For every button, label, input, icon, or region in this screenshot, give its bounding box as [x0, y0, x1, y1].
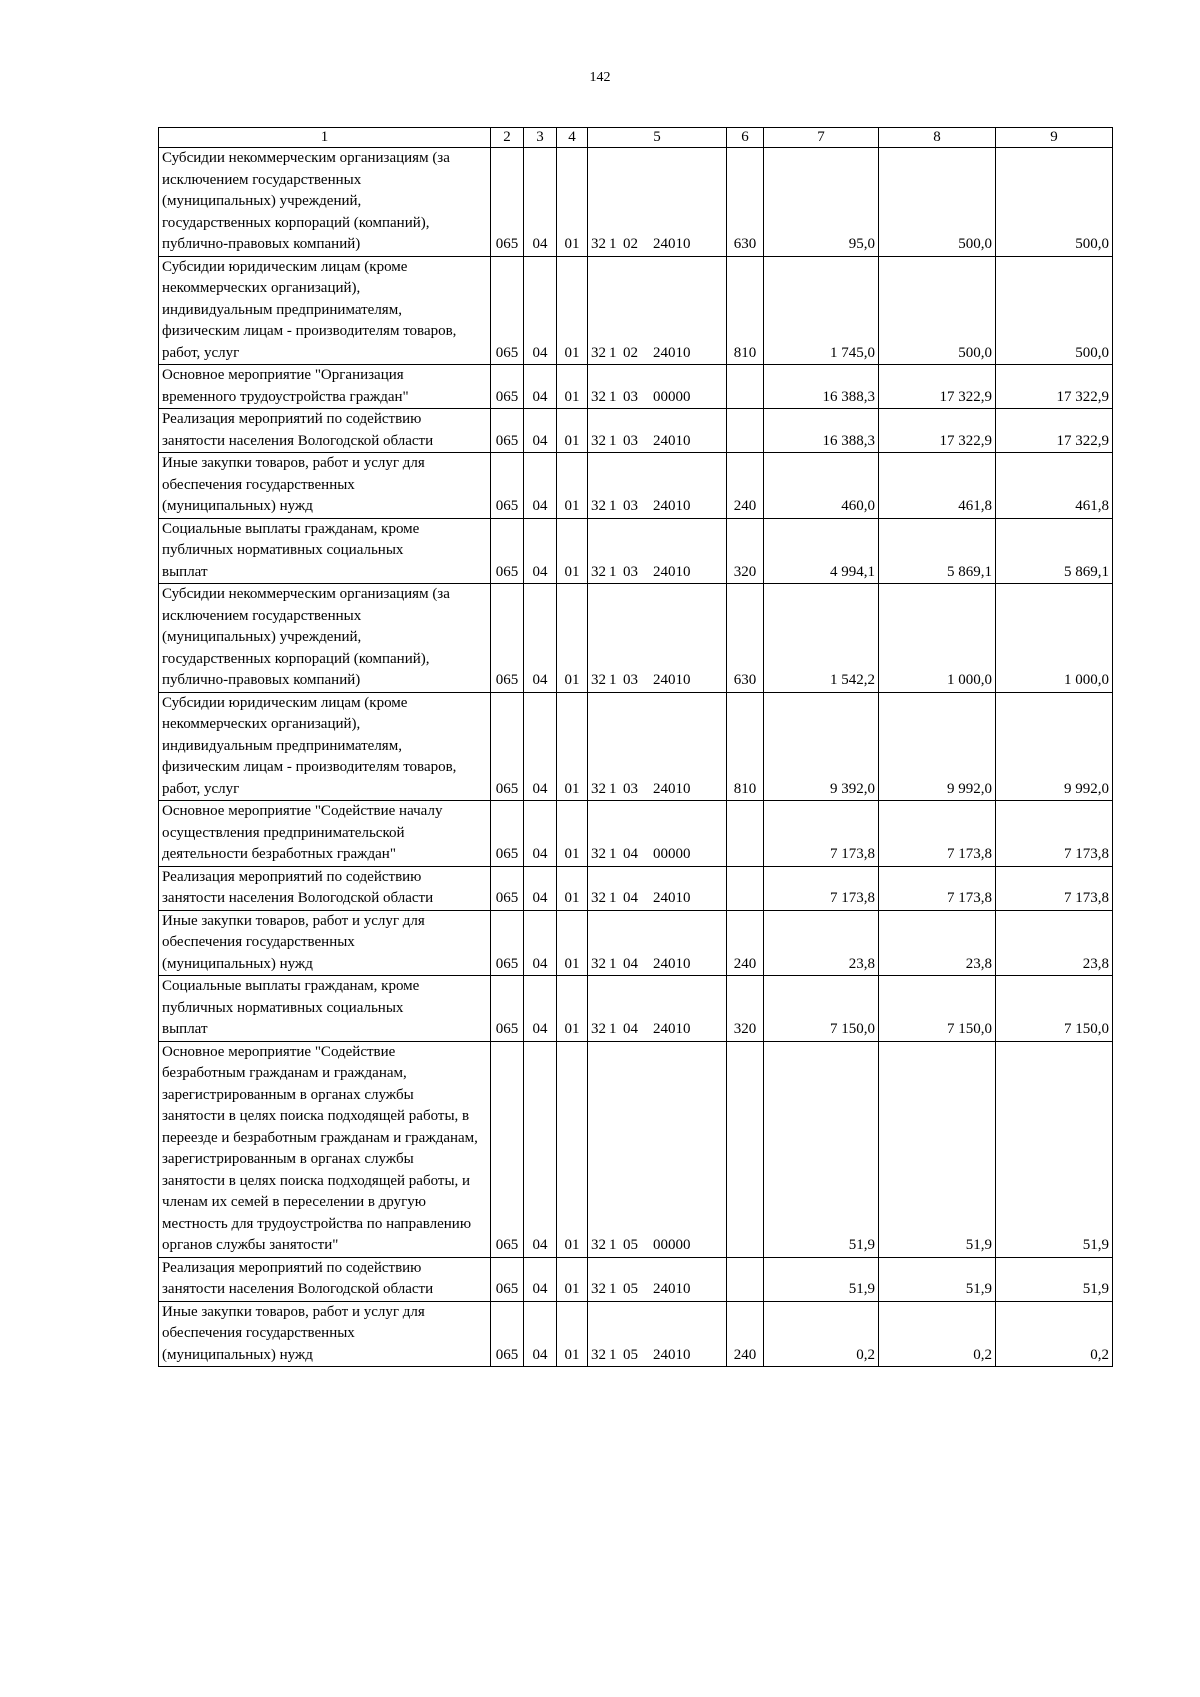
program-code: 32	[591, 1021, 606, 1037]
col-8-cell: 17 322,9	[879, 409, 996, 453]
subprogram-code: 1	[609, 388, 617, 405]
subprogram-code: 1	[609, 780, 617, 797]
row-description	[159, 692, 491, 801]
col-5-cell	[588, 866, 727, 910]
activity-code: 05	[623, 1346, 638, 1363]
col-3-cell: 04	[524, 409, 557, 453]
row-description	[159, 409, 491, 453]
table-row	[159, 866, 1113, 910]
column-header: 4	[557, 128, 588, 148]
col-8-cell: 7 173,8	[879, 801, 996, 867]
row-description-text: Субсидии юридическим лицам (кроме некоммерческих организаций), индивидуальным предпринимателям, физическим лицам - производителям товаров, работ, услуг	[162, 258, 457, 361]
row-description-text: Реализация мероприятий по содействию занятости населения Вологодской области	[162, 1259, 434, 1297]
col-4-cell: 01	[557, 365, 588, 409]
row-description-text: Субсидии юридическим лицам (кроме некоммерческих организаций), индивидуальным предпринимателям, физическим лицам - производителям товаров, работ, услуг	[162, 694, 457, 797]
table-row	[159, 365, 1113, 409]
subprogram-code: 1	[609, 1237, 617, 1253]
col-6-cell	[727, 1257, 764, 1301]
row-description	[159, 801, 491, 867]
table-row	[159, 148, 1113, 257]
col-3-cell: 04	[524, 365, 557, 409]
column-header: 3	[524, 128, 557, 148]
table-row	[159, 518, 1113, 584]
col-4-cell: 01	[557, 976, 588, 1042]
col-3-cell: 04	[524, 866, 557, 910]
activity-code: 03	[623, 780, 638, 797]
table-row	[159, 801, 1113, 867]
col-4-cell: 01	[557, 692, 588, 801]
activity-code: 02	[623, 236, 638, 252]
col-2-cell: 065	[491, 148, 524, 257]
program-code: 32	[591, 388, 606, 405]
table-row	[159, 910, 1113, 976]
col-6-cell	[727, 409, 764, 453]
col-4-cell: 01	[557, 910, 588, 976]
row-description-text: Реализация мероприятий по содействию занятости населения Вологодской области	[162, 411, 434, 449]
row-description-text: Иные закупки товаров, работ и услуг для обеспечения государственных (муниципальных) нужд	[162, 912, 425, 972]
row-description	[159, 148, 491, 257]
col-2-cell: 065	[491, 584, 524, 693]
row-description	[159, 1041, 491, 1257]
program-code: 32	[591, 498, 606, 514]
col-3-cell: 04	[524, 1041, 557, 1257]
col-7-cell: 460,0	[764, 453, 879, 519]
col-8-cell: 1 000,0	[879, 584, 996, 693]
col-6-cell: 810	[727, 692, 764, 801]
col-7-cell: 7 173,8	[764, 866, 879, 910]
program-code: 32	[591, 672, 606, 688]
col-9-cell: 17 322,9	[996, 365, 1113, 409]
col-5-cell	[588, 365, 727, 409]
row-description-text: Субсидии некоммерческим организациям (за исключением государственных (муниципальных) учреждений, государственных корпораций (компаний), публично-правовых компаний)	[162, 586, 450, 688]
activity-code: 03	[623, 672, 638, 688]
table-row	[159, 409, 1113, 453]
direction-code: 00000	[653, 388, 691, 405]
column-header: 6	[727, 128, 764, 148]
col-9-cell: 500,0	[996, 256, 1113, 365]
row-description	[159, 1301, 491, 1367]
col-3-cell: 04	[524, 910, 557, 976]
col-3-cell: 04	[524, 518, 557, 584]
col-8-cell: 23,8	[879, 910, 996, 976]
activity-code: 04	[623, 890, 638, 906]
col-8-cell: 9 992,0	[879, 692, 996, 801]
activity-code: 04	[623, 955, 638, 972]
col-5-cell	[588, 256, 727, 365]
row-description	[159, 584, 491, 693]
program-code: 32	[591, 955, 606, 972]
table-header-row	[159, 128, 1113, 148]
direction-code: 24010	[653, 1281, 691, 1297]
direction-code: 24010	[653, 1346, 691, 1363]
activity-code: 02	[623, 344, 638, 361]
col-7-cell: 0,2	[764, 1301, 879, 1367]
col-7-cell: 95,0	[764, 148, 879, 257]
row-description	[159, 518, 491, 584]
table-row	[159, 256, 1113, 365]
col-2-cell: 065	[491, 453, 524, 519]
col-4-cell: 01	[557, 256, 588, 365]
program-code: 32	[591, 1237, 606, 1253]
col-2-cell: 065	[491, 692, 524, 801]
subprogram-code: 1	[609, 890, 617, 906]
col-2-cell: 065	[491, 409, 524, 453]
col-7-cell: 23,8	[764, 910, 879, 976]
program-code: 32	[591, 780, 606, 797]
column-header: 2	[491, 128, 524, 148]
col-2-cell: 065	[491, 801, 524, 867]
row-description-text: Основное мероприятие "Содействие началу осуществления предпринимательской деятельности безработных граждан"	[162, 803, 443, 862]
col-8-cell: 5 869,1	[879, 518, 996, 584]
subprogram-code: 1	[609, 563, 617, 580]
col-4-cell: 01	[557, 453, 588, 519]
col-7-cell: 51,9	[764, 1041, 879, 1257]
direction-code: 00000	[653, 846, 691, 862]
col-5-cell	[588, 801, 727, 867]
col-3-cell: 04	[524, 584, 557, 693]
col-7-cell: 51,9	[764, 1257, 879, 1301]
row-description	[159, 866, 491, 910]
subprogram-code: 1	[609, 432, 617, 449]
direction-code: 24010	[653, 1021, 691, 1037]
program-code: 32	[591, 563, 606, 580]
activity-code: 05	[623, 1281, 638, 1297]
direction-code: 24010	[653, 344, 691, 361]
col-2-cell: 065	[491, 1041, 524, 1257]
program-code: 32	[591, 1281, 606, 1297]
col-9-cell: 23,8	[996, 910, 1113, 976]
col-2-cell: 065	[491, 976, 524, 1042]
row-description-text: Социальные выплаты гражданам, кроме публичных нормативных социальных выплат	[162, 520, 420, 580]
col-5-cell	[588, 409, 727, 453]
subprogram-code: 1	[609, 498, 617, 514]
program-code: 32	[591, 432, 606, 449]
table-row	[159, 584, 1113, 693]
col-3-cell: 04	[524, 801, 557, 867]
col-2-cell: 065	[491, 1301, 524, 1367]
subprogram-code: 1	[609, 1346, 617, 1363]
col-2-cell: 065	[491, 518, 524, 584]
budget-table	[158, 127, 1113, 1367]
col-6-cell: 320	[727, 518, 764, 584]
col-5-cell	[588, 692, 727, 801]
program-code: 32	[591, 846, 606, 862]
program-code: 32	[591, 344, 606, 361]
col-6-cell: 240	[727, 453, 764, 519]
col-7-cell: 1 542,2	[764, 584, 879, 693]
col-5-cell	[588, 518, 727, 584]
col-8-cell: 0,2	[879, 1301, 996, 1367]
col-9-cell: 1 000,0	[996, 584, 1113, 693]
col-6-cell: 240	[727, 910, 764, 976]
col-7-cell: 16 388,3	[764, 365, 879, 409]
program-code: 32	[591, 1346, 606, 1363]
col-3-cell: 04	[524, 148, 557, 257]
col-8-cell: 461,8	[879, 453, 996, 519]
col-5-cell	[588, 976, 727, 1042]
subprogram-code: 1	[609, 344, 617, 361]
col-9-cell: 500,0	[996, 148, 1113, 257]
activity-code: 03	[623, 498, 638, 514]
activity-code: 04	[623, 846, 638, 862]
subprogram-code: 1	[609, 955, 617, 972]
row-description-text: Основное мероприятие "Содействие безработным гражданам и гражданам, зарегистрированным в органах службы занятости в целях поиска подходящей работы, в переезде и безработным гражданам и гражданам, зарегистрированным в органах службы занятости в целях поиска подходящей работы, и членам их семей в переселении в другую местность для трудоустройства по направлению органов службы занятости"	[162, 1043, 478, 1253]
column-header: 5	[588, 128, 727, 148]
col-8-cell: 7 173,8	[879, 866, 996, 910]
col-6-cell: 240	[727, 1301, 764, 1367]
col-8-cell: 500,0	[879, 148, 996, 257]
col-2-cell: 065	[491, 365, 524, 409]
col-3-cell: 04	[524, 1257, 557, 1301]
col-8-cell: 17 322,9	[879, 365, 996, 409]
column-header: 1	[159, 128, 491, 148]
column-header: 8	[879, 128, 996, 148]
col-4-cell: 01	[557, 584, 588, 693]
row-description	[159, 453, 491, 519]
direction-code: 24010	[653, 432, 691, 449]
column-header: 7	[764, 128, 879, 148]
col-6-cell	[727, 1041, 764, 1257]
col-4-cell: 01	[557, 1257, 588, 1301]
col-3-cell: 04	[524, 1301, 557, 1367]
col-9-cell: 0,2	[996, 1301, 1113, 1367]
table-row	[159, 1041, 1113, 1257]
col-4-cell: 01	[557, 409, 588, 453]
col-3-cell: 04	[524, 256, 557, 365]
row-description	[159, 976, 491, 1042]
table-row	[159, 453, 1113, 519]
col-4-cell: 01	[557, 1301, 588, 1367]
subprogram-code: 1	[609, 1021, 617, 1037]
col-8-cell: 7 150,0	[879, 976, 996, 1042]
col-7-cell: 9 392,0	[764, 692, 879, 801]
col-6-cell	[727, 801, 764, 867]
direction-code: 24010	[653, 498, 691, 514]
col-8-cell: 51,9	[879, 1257, 996, 1301]
col-5-cell	[588, 148, 727, 257]
col-5-cell	[588, 453, 727, 519]
col-5-cell	[588, 584, 727, 693]
subprogram-code: 1	[609, 672, 617, 688]
col-7-cell: 7 173,8	[764, 801, 879, 867]
col-8-cell: 500,0	[879, 256, 996, 365]
col-6-cell: 320	[727, 976, 764, 1042]
table-row	[159, 1257, 1113, 1301]
col-7-cell: 4 994,1	[764, 518, 879, 584]
direction-code: 24010	[653, 890, 691, 906]
table-row	[159, 1301, 1113, 1367]
row-description	[159, 1257, 491, 1301]
col-6-cell	[727, 365, 764, 409]
direction-code: 24010	[653, 780, 691, 797]
direction-code: 24010	[653, 672, 691, 688]
col-9-cell: 51,9	[996, 1257, 1113, 1301]
direction-code: 24010	[653, 955, 691, 972]
table-row	[159, 692, 1113, 801]
col-6-cell: 810	[727, 256, 764, 365]
col-2-cell: 065	[491, 910, 524, 976]
col-2-cell: 065	[491, 256, 524, 365]
col-3-cell: 04	[524, 976, 557, 1042]
row-description	[159, 256, 491, 365]
activity-code: 03	[623, 388, 638, 405]
col-6-cell: 630	[727, 584, 764, 693]
col-5-cell	[588, 1301, 727, 1367]
col-6-cell: 630	[727, 148, 764, 257]
column-header: 9	[996, 128, 1113, 148]
subprogram-code: 1	[609, 846, 617, 862]
col-4-cell: 01	[557, 148, 588, 257]
direction-code: 24010	[653, 563, 691, 580]
row-description-text: Реализация мероприятий по содействию занятости населения Вологодской области	[162, 868, 434, 906]
col-5-cell	[588, 910, 727, 976]
col-5-cell	[588, 1041, 727, 1257]
col-4-cell: 01	[557, 518, 588, 584]
activity-code: 03	[623, 432, 638, 449]
col-9-cell: 7 173,8	[996, 866, 1113, 910]
col-9-cell: 5 869,1	[996, 518, 1113, 584]
col-4-cell: 01	[557, 1041, 588, 1257]
subprogram-code: 1	[609, 1281, 617, 1297]
table-row	[159, 976, 1113, 1042]
program-code: 32	[591, 890, 606, 906]
col-8-cell: 51,9	[879, 1041, 996, 1257]
row-description-text: Иные закупки товаров, работ и услуг для обеспечения государственных (муниципальных) нужд	[162, 455, 425, 514]
col-9-cell: 9 992,0	[996, 692, 1113, 801]
direction-code: 00000	[653, 1237, 691, 1253]
activity-code: 04	[623, 1021, 638, 1037]
row-description-text: Основное мероприятие "Организация временного трудоустройства граждан"	[162, 367, 409, 405]
row-description-text: Иные закупки товаров, работ и услуг для обеспечения государственных (муниципальных) нужд	[162, 1303, 425, 1363]
col-4-cell: 01	[557, 866, 588, 910]
col-7-cell: 1 745,0	[764, 256, 879, 365]
activity-code: 05	[623, 1237, 638, 1253]
col-9-cell: 17 322,9	[996, 409, 1113, 453]
row-description	[159, 910, 491, 976]
row-description	[159, 365, 491, 409]
col-3-cell: 04	[524, 453, 557, 519]
col-9-cell: 7 173,8	[996, 801, 1113, 867]
program-code: 32	[591, 236, 606, 252]
row-description-text: Субсидии некоммерческим организациям (за исключением государственных (муниципальных) учреждений, государственных корпораций (компаний), публично-правовых компаний)	[162, 150, 450, 252]
col-9-cell: 51,9	[996, 1041, 1113, 1257]
col-5-cell	[588, 1257, 727, 1301]
col-2-cell: 065	[491, 866, 524, 910]
col-9-cell: 461,8	[996, 453, 1113, 519]
col-4-cell: 01	[557, 801, 588, 867]
row-description-text: Социальные выплаты гражданам, кроме публичных нормативных социальных выплат	[162, 978, 420, 1037]
col-9-cell: 7 150,0	[996, 976, 1113, 1042]
col-6-cell	[727, 866, 764, 910]
col-2-cell: 065	[491, 1257, 524, 1301]
page-number: 142	[589, 70, 611, 85]
table-body	[159, 148, 1113, 1367]
activity-code: 03	[623, 563, 638, 580]
col-3-cell: 04	[524, 692, 557, 801]
subprogram-code: 1	[609, 236, 617, 252]
direction-code: 24010	[653, 236, 691, 252]
col-7-cell: 7 150,0	[764, 976, 879, 1042]
col-7-cell: 16 388,3	[764, 409, 879, 453]
